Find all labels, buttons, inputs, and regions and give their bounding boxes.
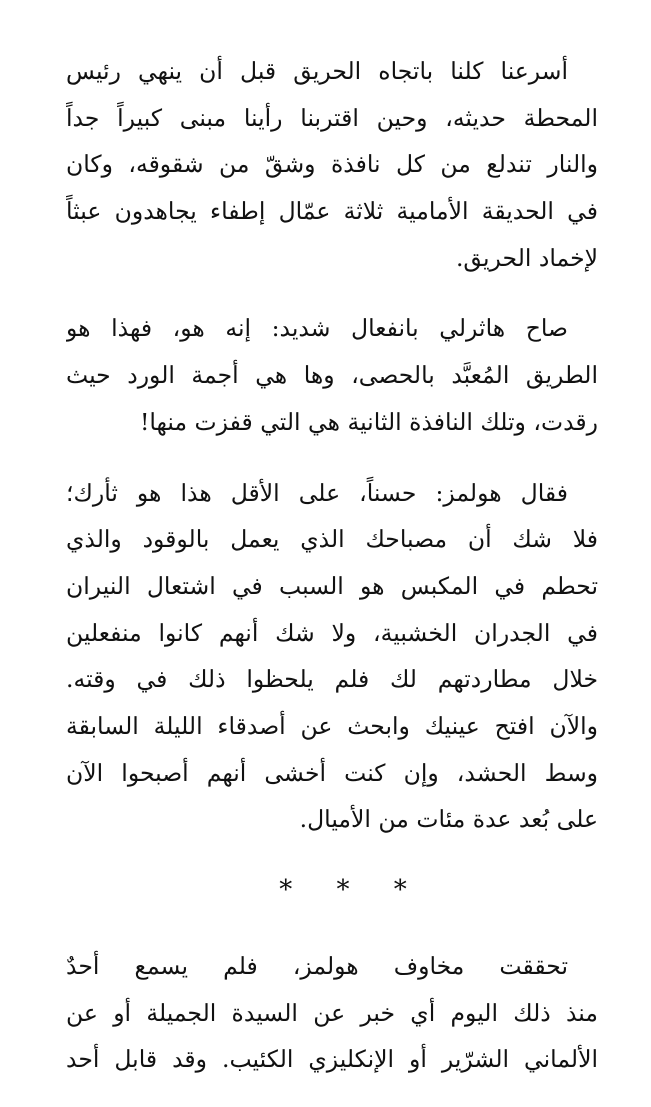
section-separator: * * * — [279, 875, 425, 905]
text-line: في الجدران الخشبية، ولا شك أنهم كانوا منفعلين — [66, 618, 598, 647]
text-line: تحققت مخاوف هولمز، فلم يسمع أحدٌ — [66, 952, 568, 980]
text-line: على بُعد عدة مئات من الأميال. — [299, 805, 598, 834]
paragraph-4 — [66, 943, 598, 1083]
text-line: وسط الحشد، وإن كنت أخشى أنهم أصبحوا الآن — [66, 758, 598, 787]
text-line: منذ ذلك اليوم أي خبر عن السيدة الجميلة أو عن — [66, 998, 598, 1027]
text-line: صاح هاثرلي بانفعال شديد: إنه هو، فهذا هو — [66, 314, 568, 343]
text-line: والنار تندلع من كل نافذة وشقّ من شقوقه، وكان — [66, 150, 598, 179]
text-line: الألماني الشرّير أو الإنكليزي الكئيب. وقد قابل أحد — [66, 1045, 598, 1074]
text-line: رقدت، وتلك النافذة الثانية هي التي قفزت منها! — [139, 407, 598, 436]
text-line: المحطة حديثه، وحين اقتربنا رأينا مبنى كبيراً جداً — [66, 103, 598, 132]
text-line: خلال مطاردتهم لك فلم يلحظوا ذلك في وقته. — [66, 665, 598, 694]
text-line: أسرعنا كلنا باتجاه الحريق قبل أن ينهي رئيس — [66, 57, 568, 85]
paragraph-2 — [66, 305, 598, 445]
text-line: فقال هولمز: حسناً، على الأقل هذا هو ثأرك؛ — [66, 478, 568, 507]
text-line: تحطم في المكبس هو السبب في اشتعال النيران — [66, 571, 598, 600]
text-line: فلا شك أن مصباحك الذي يعمل بالوقود والذي — [66, 525, 598, 554]
text-line: في الحديقة الأمامية ثلاثة عمّال إطفاء يجاهدون عبثاً — [66, 197, 598, 226]
paragraph-3 — [66, 470, 598, 844]
paragraph-1 — [66, 48, 598, 281]
book-page — [66, 48, 598, 1107]
text-line: والآن افتح عينيك وابحث عن أصدقاء الليلة السابقة — [66, 711, 598, 740]
text-line: الطريق المُعبَّد بالحصى، وها هي أجمة الورد حيث — [66, 361, 598, 390]
text-line: لإخماد الحريق. — [455, 243, 598, 272]
